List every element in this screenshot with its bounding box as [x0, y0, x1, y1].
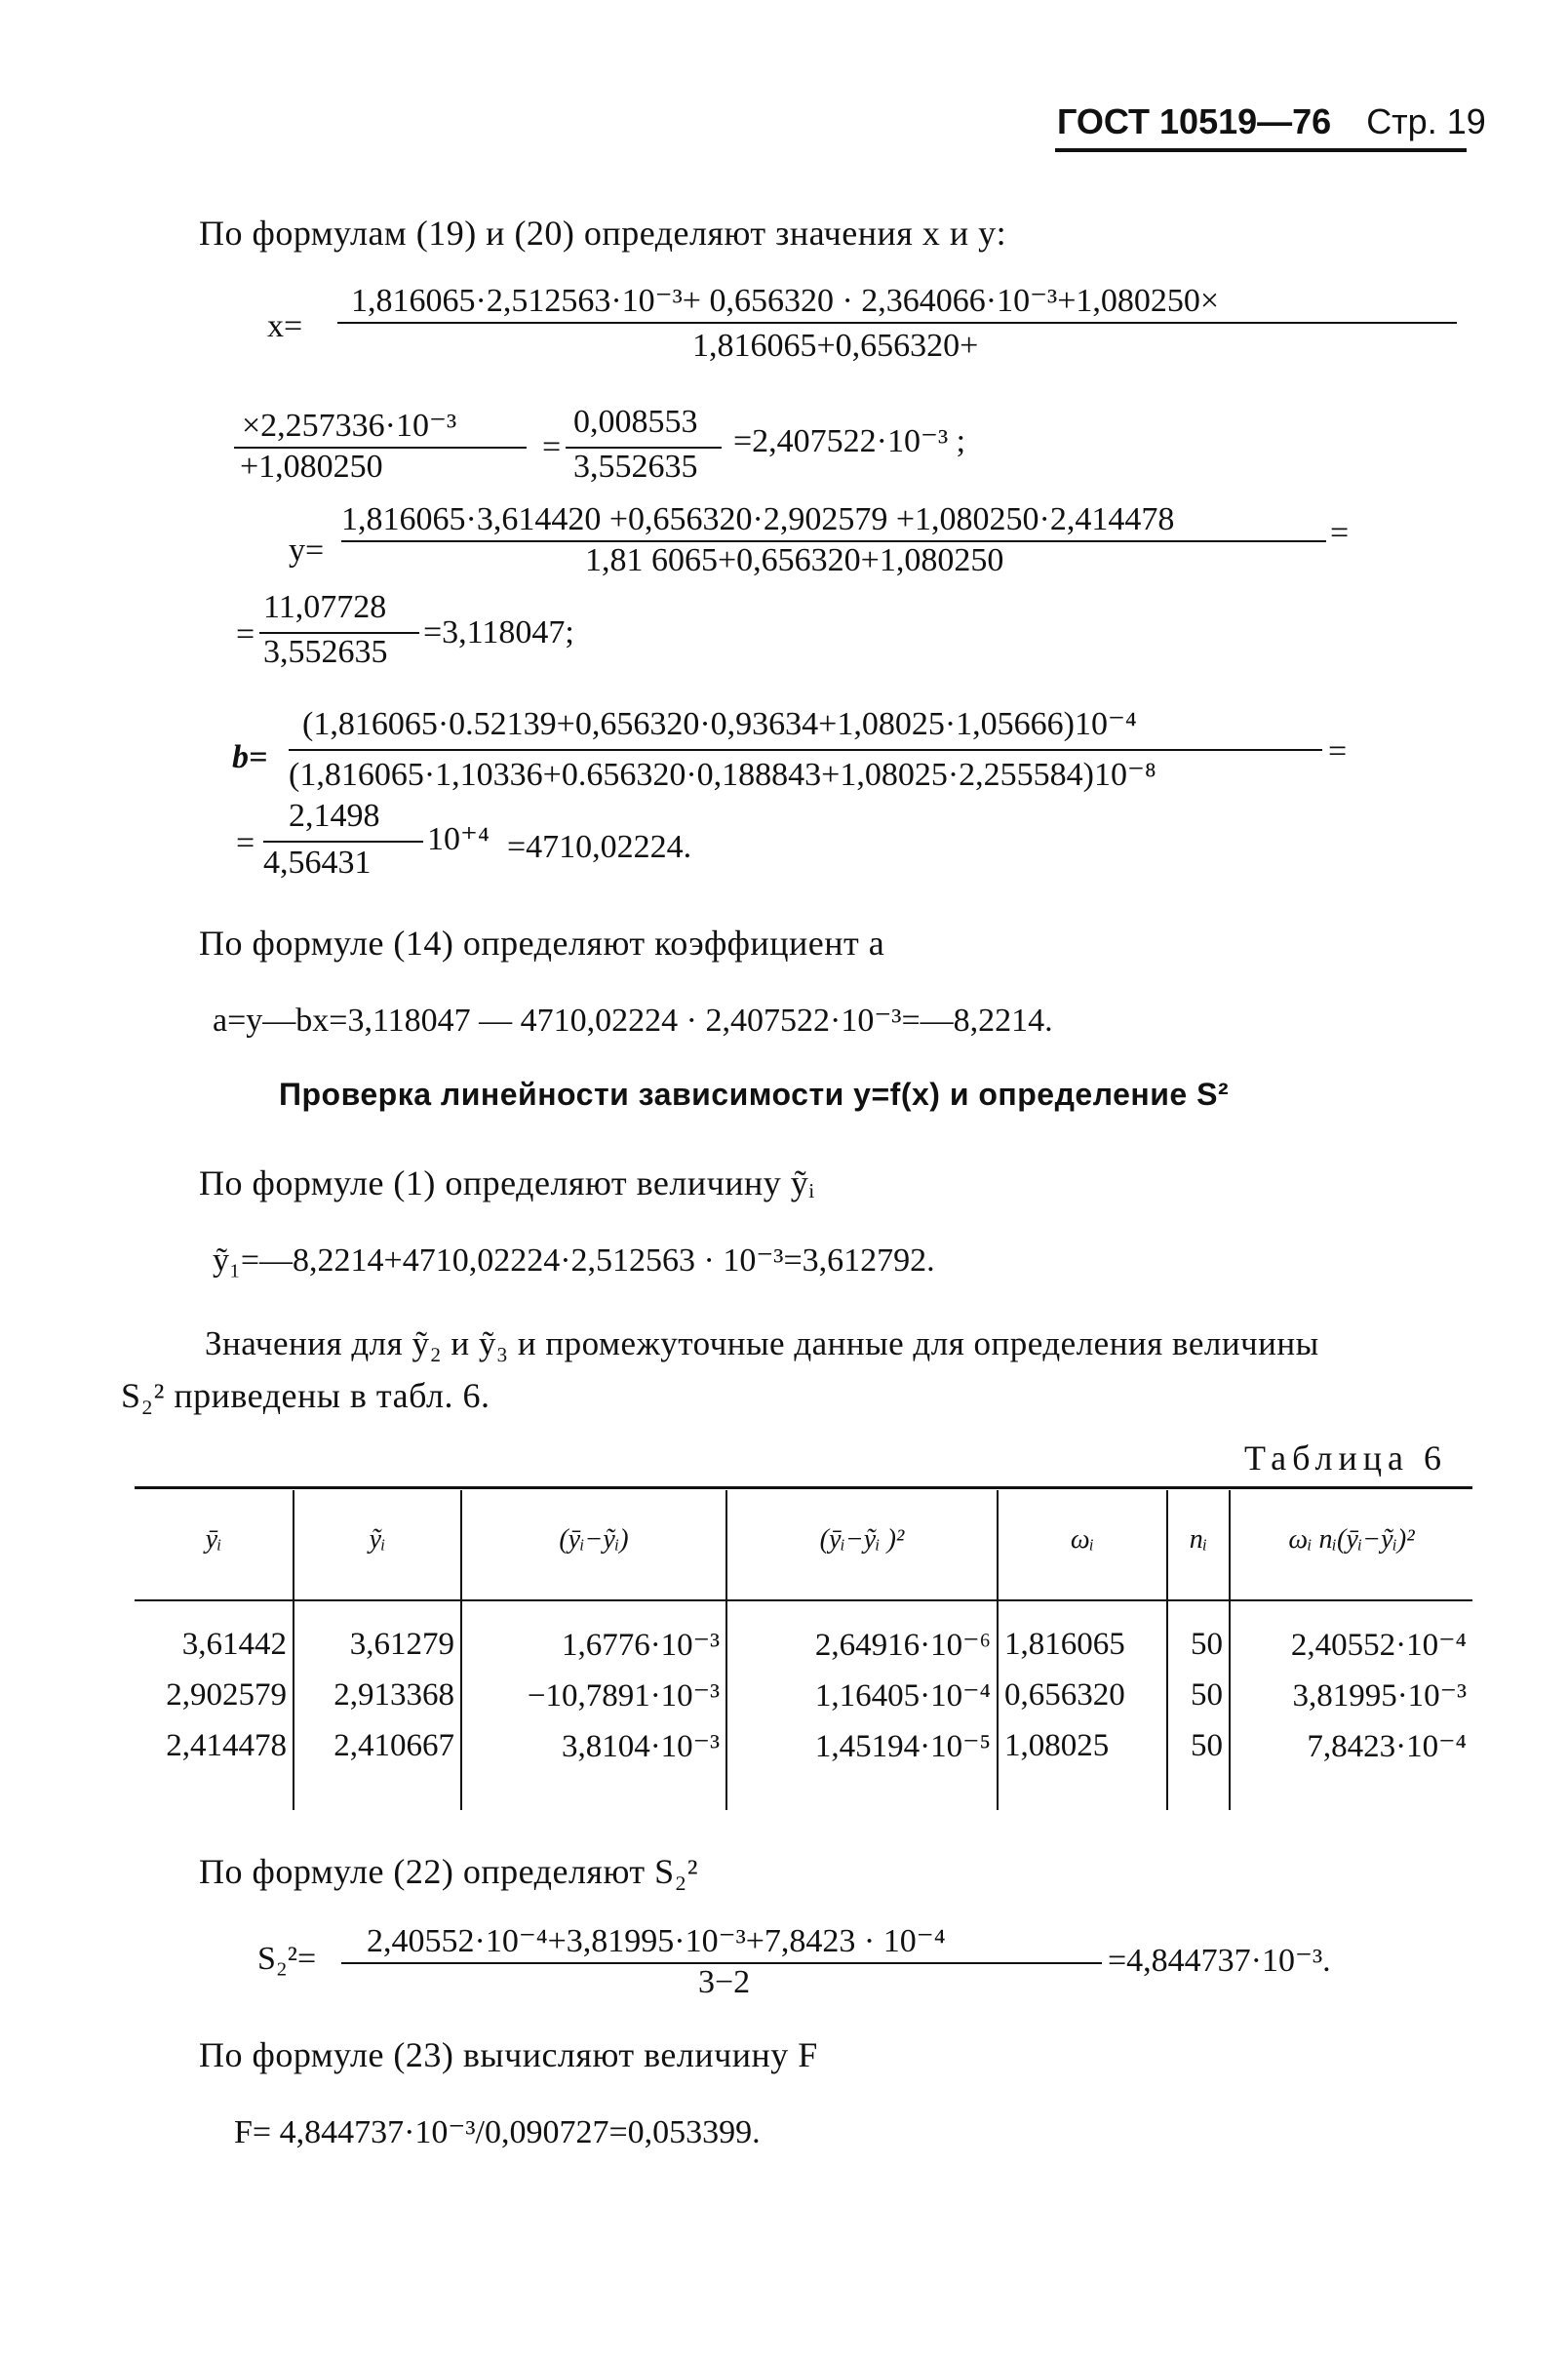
cell: 2,913368: [294, 1670, 461, 1720]
eq-y-numerator-2: 11,07728: [263, 589, 387, 625]
cell: 0,656320: [998, 1670, 1167, 1720]
cell: 3,61442: [181, 1626, 287, 1662]
col-header-diff-sq: (ȳᵢ−ỹᵢ )²: [726, 1490, 998, 1590]
eq-y-lhs: y=: [289, 532, 325, 569]
header-rule: [1055, 148, 1467, 152]
eq-x-result: =2,407522·10⁻³ ;: [733, 423, 966, 459]
doc-number: ГОСТ 10519—76: [1057, 101, 1332, 141]
eq-b-denominator-2: 4,56431: [263, 845, 372, 881]
col-header-y-tilde: ỹᵢ: [294, 1490, 461, 1590]
eq-b-numerator-2: 2,1498: [289, 798, 380, 834]
cell: 50: [1167, 1720, 1230, 1810]
eq-x-cont-denominator: +1,080250: [240, 449, 383, 485]
eq-b-result: =4710,02224.: [507, 829, 692, 865]
section-title: Проверка линейности зависимости y=f(x) и определение S²: [279, 1077, 1230, 1112]
col-header-diff: (ȳᵢ−ỹᵢ): [461, 1490, 726, 1590]
table-row: [135, 1590, 1472, 1670]
eq-b-numerator: (1,816065·0.52139+0,656320·0,93634+1,08025·1,05666)10⁻⁴: [302, 706, 1137, 742]
paragraph-table-ref-line2: S₂² приведены в табл. 6.: [121, 1376, 490, 1415]
eq-s-numerator: 2,40552·10⁻⁴+3,81995·10⁻³+7,8423 · 10⁻⁴: [367, 1923, 946, 1959]
eq-s-denominator: 3−2: [698, 1964, 751, 2000]
col-header-weighted: ωᵢ nᵢ(ȳᵢ−ỹᵢ)²: [1230, 1490, 1472, 1590]
eq-x-mid-denominator: 3,552635: [573, 449, 698, 485]
paragraph-coefficient-a: По формуле (14) определяют коэффициент a: [199, 924, 885, 963]
cell: −10,7891·10⁻³: [461, 1670, 726, 1720]
table-top-rule: [135, 1486, 1472, 1489]
cell: 2,40552·10⁻⁴: [1230, 1590, 1472, 1670]
eq-y-denominator-2: 3,552635: [263, 634, 388, 670]
eq-x-lhs: x=: [267, 308, 303, 344]
table-row: [135, 1670, 1472, 1720]
table-header-row: [135, 1490, 1472, 1590]
cell: 3,8104·10⁻³: [461, 1720, 726, 1810]
eq-b-lead-equals: =: [236, 825, 255, 861]
eq-x-mid-equals: =: [542, 429, 562, 465]
col-header-y-mean: ȳᵢ: [205, 1524, 222, 1555]
cell: 3,81995·10⁻³: [1230, 1670, 1472, 1720]
cell: 1,16405·10⁻⁴: [726, 1670, 998, 1720]
eq-y-tail-equals: =: [1330, 515, 1350, 551]
eq-s-lhs: S₂²=: [257, 1941, 317, 1977]
eq-s-result: =4,844737·10⁻³.: [1108, 1943, 1331, 1979]
eq-y-numerator: 1,816065·3,614420 +0,656320·2,902579 +1,080250·2,414478: [341, 501, 1175, 537]
eq-b-fraction-bar: [289, 749, 1322, 751]
eq-y-lead-equals: =: [236, 616, 255, 652]
eq-b-bar-2: [263, 841, 423, 843]
eq-x-cont-numerator: ×2,257336·10⁻³: [242, 408, 457, 444]
cell: 2,410667: [294, 1720, 461, 1810]
eq-b-lhs: b=: [232, 739, 268, 775]
eq-y1: ỹ₁=—8,2214+4710,02224·2,512563 · 10⁻³=3,612792.: [213, 1242, 935, 1279]
eq-f: F= 4,844737·10⁻³/0,090727=0,053399.: [234, 2114, 761, 2150]
eq-a: a=y—bx=3,118047 — 4710,02224 · 2,407522·10⁻³=—8,2214.: [213, 1003, 1053, 1039]
eq-y-result: =3,118047;: [423, 614, 574, 650]
paragraph-table-ref-line1: Значения для ỹ₂ и ỹ₃ и промежуточные данные для определения величины: [205, 1324, 1319, 1362]
cell: 1,45194·10⁻⁵: [726, 1720, 998, 1810]
eq-b-denominator: (1,816065·1,10336+0.656320·0,188843+1,08025·2,255584)10⁻⁸: [289, 757, 1156, 793]
col-header-omega: ωᵢ: [998, 1490, 1167, 1590]
page-header: [1057, 101, 1486, 142]
paragraph-f: По формуле (23) вычисляют величину F: [199, 2035, 818, 2074]
cell: 1,08025: [998, 1720, 1167, 1810]
col-header-n: nᵢ: [1167, 1490, 1230, 1590]
cell: 2,64916·10⁻⁶: [726, 1590, 998, 1670]
cell: 50: [1167, 1670, 1230, 1720]
page-number: Стр. 19: [1366, 101, 1486, 141]
data-table: [135, 1490, 1472, 1810]
table-caption: Таблица 6: [1244, 1438, 1447, 1478]
cell: 3,61279: [294, 1590, 461, 1670]
paragraph-intro: По формулам (19) и (20) определяют значения x и y:: [199, 214, 1007, 253]
table-row: [135, 1720, 1472, 1810]
cell: 2,902579: [166, 1676, 287, 1713]
eq-b-power: 10⁺⁴: [427, 821, 490, 857]
cell: 1,816065: [998, 1590, 1167, 1670]
cell: 50: [1167, 1590, 1230, 1670]
eq-y-denominator: 1,81 6065+0,656320+1,080250: [585, 542, 1004, 578]
cell: 2,414478: [166, 1727, 287, 1763]
paragraph-y-tilde: По формуле (1) определяют величину ỹᵢ: [199, 1163, 815, 1202]
eq-x-denominator: 1,816065+0,656320+: [692, 328, 979, 364]
eq-b-tail-equals: =: [1328, 733, 1348, 769]
eq-x-fraction-bar: [337, 322, 1457, 324]
paragraph-s-squared: По формуле (22) определяют S₂²: [199, 1852, 699, 1891]
eq-x-numerator: 1,816065·2,512563·10⁻³+ 0,656320 · 2,364066·10⁻³+1,080250×: [351, 283, 1220, 319]
eq-x-mid-numerator: 0,008553: [573, 404, 698, 440]
cell: 1,6776·10⁻³: [461, 1590, 726, 1670]
cell: 7,8423·10⁻⁴: [1230, 1720, 1472, 1810]
